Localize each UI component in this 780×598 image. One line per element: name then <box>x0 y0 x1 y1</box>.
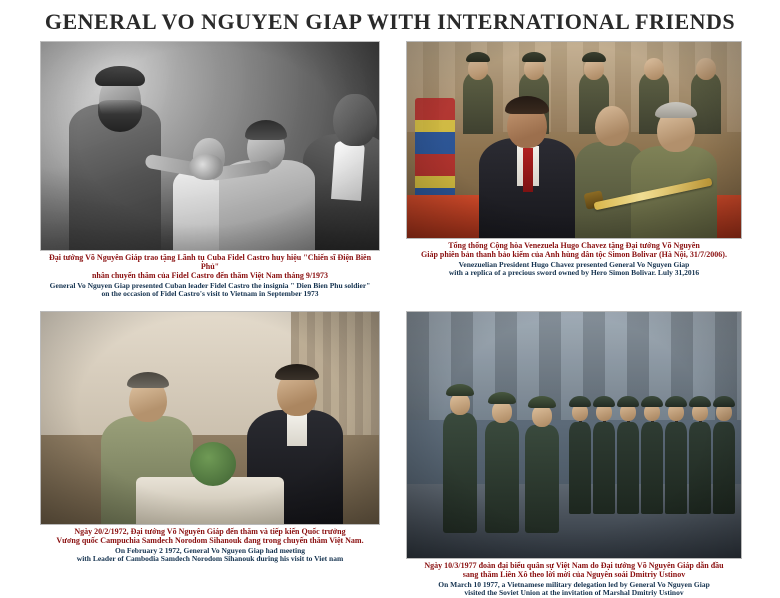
caption-vi-line-1: Đại tướng Võ Nguyên Giáp trao tặng Lãnh tụ Cuba Fidel Castro huy hiệu "Chiến sĩ Điện Biên Phủ" <box>48 253 372 271</box>
caption-vi-line-1: Tổng thống Cộng hòa Venezuela Hugo Chavez tặng Đại tướng Võ Nguyên <box>448 241 700 250</box>
caption-fidel-castro <box>40 254 380 299</box>
caption-vi-line-1: Ngày 20/2/1972, Đại tướng Võ Nguyên Giáp đến thăm và tiếp kiến Quốc trưởng <box>74 527 346 536</box>
caption-english <box>40 282 380 299</box>
photo-card-fidel-castro <box>40 41 380 309</box>
photo-norodom-sihanouk <box>40 311 380 525</box>
photo-norodom-sihanouk-artwork <box>41 312 379 524</box>
photo-hugo-chavez <box>406 41 742 239</box>
figure-castro-cap <box>95 66 145 86</box>
photo-soviet-union-visit <box>406 311 742 559</box>
photo-fidel-castro <box>40 41 380 251</box>
caption-en-line-1: On March 10 1977, a Vietnamese military delegation led by General Vo Nguyen Giap <box>438 579 710 589</box>
handshake <box>189 154 223 180</box>
caption-vi-line-2: Vương quốc Campuchia Samdech Norodom Sihanouk đang trong chuyến thăm Việt Nam. <box>56 535 364 545</box>
photo-fidel-castro-artwork <box>41 42 379 250</box>
background-figure-5-head <box>696 58 716 80</box>
photo-grid <box>0 39 780 598</box>
caption-norodom-sihanouk <box>40 528 380 564</box>
caption-english <box>40 547 380 564</box>
caption-en-line-1: On February 2 1972, General Vo Nguyen Giap had meeting <box>114 545 305 555</box>
caption-soviet-union-visit <box>406 562 742 598</box>
caption-vi-line-2: Giáp phiên bản thanh bảo kiếm của Anh hùng dân tộc Simon Bolivar (Hà Nội, 31/7/2006). <box>421 249 727 259</box>
photo-hugo-chavez-artwork <box>407 42 741 238</box>
honor-guard-5 <box>665 422 687 514</box>
caption-english <box>406 261 742 278</box>
delegation-officer-2 <box>485 421 519 533</box>
caption-vi-line-2: nhân chuyến thăm của Fidel Castro đến thăm Việt Nam tháng 9/1973 <box>91 270 329 280</box>
honor-guard-6 <box>689 422 711 514</box>
background-figure-3-cap <box>582 52 606 62</box>
photo-card-hugo-chavez <box>406 41 742 309</box>
honor-guard-3 <box>617 422 639 514</box>
caption-hugo-chavez <box>406 242 742 278</box>
honor-guard-7 <box>713 422 735 514</box>
caption-vietnamese <box>406 242 742 260</box>
caption-en-line-1: General Vo Nguyen Giap presented Cuban leader Fidel Castro the insignia " Dien Bien Phu soldier" <box>49 280 371 290</box>
page-title: GENERAL VO NGUYEN GIAP WITH INTERNATIONAL FRIENDS <box>44 9 736 34</box>
figure-officer-head <box>595 106 629 146</box>
caption-en-line-2: visited the Soviet Union at the invitation of Marshal Dmitriy Ustinov <box>464 588 684 598</box>
background-figure-4-head <box>644 58 664 80</box>
honor-guard-2 <box>593 422 615 514</box>
honor-guard-1 <box>569 422 591 514</box>
caption-vietnamese <box>40 254 380 281</box>
photo-card-soviet-union-visit <box>406 311 742 598</box>
flower-vase <box>190 442 236 486</box>
background-figure-2-cap <box>522 52 546 62</box>
figure-sihanouk-shirt <box>287 412 307 446</box>
flag <box>415 98 455 208</box>
photo-soviet-union-visit-artwork <box>407 312 741 558</box>
photo-card-norodom-sihanouk <box>40 311 380 577</box>
honor-guard-4 <box>641 422 663 514</box>
background-figure-1 <box>463 72 493 134</box>
caption-vi-line-1: Ngày 10/3/1977 đoàn đại biểu quân sự Việt Nam do Đại tướng Võ Nguyên Giáp dẫn đầu <box>424 561 724 570</box>
figure-chavez-tie <box>523 148 533 192</box>
background-figure-1-cap <box>466 52 490 62</box>
delegation-officer-1 <box>443 413 477 533</box>
delegation-officer-3 <box>525 425 559 533</box>
caption-en-line-2: on the occasion of Fidel Castro's visit to Vietnam in September 1973 <box>101 289 319 299</box>
caption-vietnamese <box>406 562 742 580</box>
caption-en-line-2: with Leader of Cambodia Samdech Norodom Sihanouk during his visit to Viet nam <box>76 554 344 564</box>
figure-right-shirt <box>331 141 365 201</box>
caption-en-line-1: Venezuelian President Hugo Chavez presented General Vo Nguyen Giap <box>458 259 690 269</box>
caption-vi-line-2: sang thăm Liên Xô theo lời mời của Nguyên soái Dmitriy Ustinov <box>462 569 686 579</box>
figure-right-head <box>333 94 377 146</box>
caption-vietnamese <box>40 528 380 546</box>
background-figure-5 <box>691 72 721 134</box>
caption-english <box>406 581 742 598</box>
caption-en-line-2: with a replica of a precious sword owned by Hero Simon Bolivar. Luly 31,2016 <box>448 268 700 278</box>
